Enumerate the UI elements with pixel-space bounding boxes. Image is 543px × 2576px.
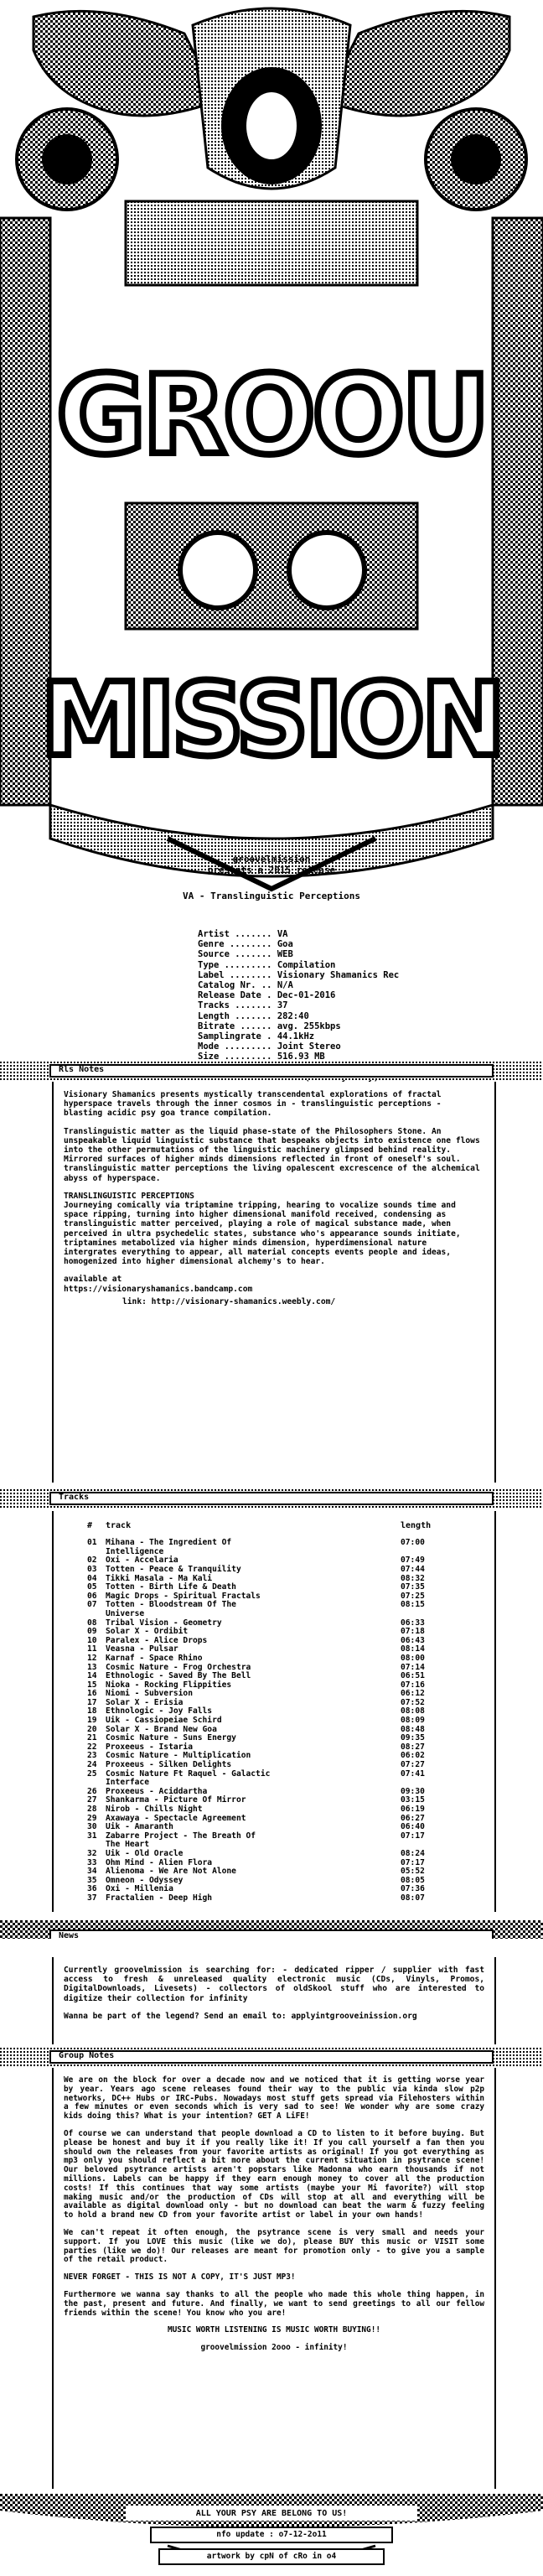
news-paragraph: Currently groovelmission is searching for: - dedicated ripper / supplier with fast access to fresh & unreleased quality electronic music (CDs, Vinyls, Promos, DigitalDownloads, Livesets) - collectors of oldSkool stuff who are interested to digitize their collection for infinity bbox=[64, 1966, 484, 2003]
nfo-update: nfo update : o7-12-2o11 bbox=[216, 2530, 327, 2539]
col-number: # bbox=[87, 1521, 93, 1530]
track-length: 07:00 bbox=[401, 1538, 425, 1548]
track-title: Proxeeus - Aciddartha bbox=[106, 1786, 208, 1796]
track-number: 27 bbox=[87, 1795, 97, 1805]
info-row: Tracks ....... 37 bbox=[198, 1000, 288, 1011]
track-title: Solar X - Brand New Goa bbox=[106, 1724, 217, 1734]
track-length: 07:35 bbox=[401, 1582, 425, 1592]
track-length: 06:33 bbox=[401, 1618, 425, 1628]
track-number: 06 bbox=[87, 1591, 97, 1601]
track-length: 07:17 bbox=[401, 1831, 425, 1841]
presents-line: presents a 2015 release bbox=[207, 865, 336, 875]
track-number: 04 bbox=[87, 1573, 97, 1583]
track-length: 08:15 bbox=[401, 1600, 425, 1610]
info-row: Size ......... 516.93 MB bbox=[198, 1052, 325, 1062]
footer-slogan: ALL YOUR PSY ARE BELONG TO US! bbox=[195, 2509, 348, 2518]
track-length: 07:25 bbox=[401, 1591, 425, 1601]
group-paragraph: Furthermore we wanna say thanks to all the people who made this whole thing happen, in the past, present and future. And finally, we want to send greetings to all our fellow friends within the scene! You know who you are! bbox=[64, 2289, 484, 2318]
track-title: Tikki Masala - Ma Kali bbox=[106, 1573, 213, 1583]
track-title: Oxi - Millenia bbox=[106, 1884, 173, 1894]
track-title: Oxi - Accelaria bbox=[106, 1555, 178, 1566]
group-tagline: groovelmission 2ooo - infinity! bbox=[200, 2343, 348, 2353]
track-number: 20 bbox=[87, 1724, 97, 1734]
track-title: Veasna - Pulsar bbox=[106, 1644, 178, 1654]
group-paragraph: We can't repeat it often enough, the psytrance scene is very small and needs your support. If you LOVE this music (like we do), please BUY this music or VISIT some parties (like we do)! Our releases are meant for promotion only - to give you a sample of the retail product. bbox=[64, 2227, 484, 2265]
track-title: Uik - Old Oracle bbox=[106, 1848, 184, 1858]
notes-paragraph: Visionary Shamanics presents mystically transcendental explorations of fractal hyperspace travels through the inner cosmos in - translinguistic perceptions - blasting acidic psy goa trance compilation. bbox=[64, 1090, 442, 1119]
available-label: available at bbox=[64, 1275, 122, 1285]
track-title: Alienoma - We Are Not Alone bbox=[106, 1867, 236, 1877]
track-title: Uik - Cassiopeiae Schird bbox=[106, 1716, 222, 1726]
svg-text:MISSION: MISSION bbox=[40, 662, 503, 779]
info-row: Type ......... Compilation bbox=[198, 959, 336, 970]
track-length: 07:36 bbox=[401, 1884, 425, 1894]
group-notes-heading: Group Notes bbox=[59, 2051, 115, 2060]
track-number: 12 bbox=[87, 1653, 97, 1663]
track-title: Cosmic Nature Ft Raquel - Galactic Interface bbox=[106, 1768, 271, 1788]
track-title: Nirob - Chills Night bbox=[106, 1805, 203, 1815]
track-number: 24 bbox=[87, 1760, 97, 1770]
track-row bbox=[64, 1539, 484, 1556]
track-number: 33 bbox=[87, 1857, 97, 1867]
track-title: Mihana - The Ingredient Of Intelligence bbox=[106, 1538, 232, 1556]
col-length: length bbox=[401, 1521, 432, 1530]
track-length: 08:00 bbox=[401, 1653, 425, 1663]
track-title: Proxeeus - Silken Delights bbox=[106, 1760, 232, 1770]
website-link[interactable]: link: http://visionary-shamanics.weebly.com/ bbox=[122, 1296, 336, 1306]
track-number: 15 bbox=[87, 1680, 97, 1690]
info-row: Release Date . Dec-01-2016 bbox=[198, 990, 336, 1001]
track-number: 21 bbox=[87, 1733, 97, 1743]
track-length: 07:14 bbox=[401, 1662, 425, 1672]
info-row: Length ....... 282:40 bbox=[198, 1010, 309, 1021]
svg-text:GROOU: GROOU bbox=[56, 351, 487, 479]
track-title: Totten - Birth Life & Death bbox=[106, 1582, 236, 1592]
track-number: 25 bbox=[87, 1768, 97, 1779]
track-title: Ethnologic - Saved By The Bell bbox=[106, 1671, 251, 1681]
track-title: Omneon - Odyssey bbox=[106, 1875, 184, 1885]
tracks-heading: Tracks bbox=[59, 1493, 90, 1502]
track-title: Niomi - Subversion bbox=[106, 1689, 193, 1699]
info-row: Source ....... WEB bbox=[198, 949, 293, 960]
track-title: Cosmic Nature - Multiplication bbox=[106, 1751, 251, 1761]
track-row bbox=[64, 1850, 484, 1859]
track-length: 07:44 bbox=[401, 1564, 425, 1574]
track-title: Totten - Peace & Tranquility bbox=[106, 1564, 241, 1574]
track-row bbox=[64, 1654, 484, 1664]
track-title: Proxeeus - Istaria bbox=[106, 1742, 193, 1752]
release-title: VA - Translinguistic Perceptions bbox=[183, 891, 360, 901]
ascii-art-logo bbox=[0, 0, 543, 914]
tracklist-box bbox=[52, 1511, 496, 1912]
info-row: Catalog Nr. .. N/A bbox=[198, 980, 293, 991]
track-title: Tribal Vision - Geometry bbox=[106, 1618, 222, 1628]
track-length: 03:15 bbox=[401, 1795, 425, 1805]
track-number: 26 bbox=[87, 1786, 97, 1796]
track-length: 07:18 bbox=[401, 1627, 425, 1637]
tracks-header bbox=[0, 1486, 543, 1509]
track-title: Paralex - Alice Drops bbox=[106, 1635, 208, 1645]
track-row bbox=[64, 1832, 484, 1850]
track-length: 06:12 bbox=[401, 1689, 425, 1699]
track-length: 07:27 bbox=[401, 1760, 425, 1770]
track-length: 07:49 bbox=[401, 1555, 425, 1566]
group-notes-header bbox=[0, 2044, 543, 2068]
track-length: 08:48 bbox=[401, 1724, 425, 1734]
track-title: Solar X - Ordibit bbox=[106, 1627, 189, 1637]
track-number: 05 bbox=[87, 1582, 97, 1592]
rls-notes-heading: Rls Notes bbox=[59, 1065, 105, 1074]
track-title: Cosmic Nature - Frog Orchestra bbox=[106, 1662, 251, 1672]
notes-subheading: TRANSLINGUISTIC PERCEPTIONS bbox=[64, 1191, 194, 1201]
track-title: Uik - Amaranth bbox=[106, 1822, 173, 1832]
track-length: 06:19 bbox=[401, 1805, 425, 1815]
track-number: 13 bbox=[87, 1662, 97, 1672]
track-length: 06:27 bbox=[401, 1813, 425, 1823]
track-length: 08:08 bbox=[401, 1706, 425, 1716]
track-number: 08 bbox=[87, 1618, 97, 1628]
group-paragraph: NEVER FORGET - THIS IS NOT A COPY, IT'S JUST MP3! bbox=[64, 2272, 296, 2283]
track-number: 07 bbox=[87, 1600, 97, 1610]
track-length: 06:02 bbox=[401, 1751, 425, 1761]
news-box bbox=[52, 1957, 496, 2044]
track-length: 06:43 bbox=[401, 1635, 425, 1645]
news-heading: News bbox=[59, 1931, 80, 1940]
info-row: Mode ......... Joint Stereo bbox=[198, 1041, 341, 1052]
track-number: 28 bbox=[87, 1805, 97, 1815]
tracklist bbox=[64, 1539, 484, 1903]
group-notes-box bbox=[52, 2068, 496, 2489]
track-number: 03 bbox=[87, 1564, 97, 1574]
bandcamp-link[interactable]: https://visionaryshamanics.bandcamp.com bbox=[64, 1284, 253, 1294]
track-length: 06:40 bbox=[401, 1822, 425, 1832]
track-number: 17 bbox=[87, 1697, 97, 1707]
track-length: 08:24 bbox=[401, 1848, 425, 1858]
track-number: 09 bbox=[87, 1627, 97, 1637]
group-slogan: MUSIC WORTH LISTENING IS MUSIC WORTH BUYING!! bbox=[168, 2325, 380, 2335]
track-number: 36 bbox=[87, 1884, 97, 1894]
track-number: 35 bbox=[87, 1875, 97, 1885]
track-title: Nioka - Rocking Flippities bbox=[106, 1680, 232, 1690]
track-title: Axawaya - Spectacle Agreement bbox=[106, 1813, 246, 1823]
track-number: 31 bbox=[87, 1831, 97, 1841]
groove-mission-logo-art bbox=[0, 0, 543, 914]
track-number: 23 bbox=[87, 1751, 97, 1761]
track-number: 16 bbox=[87, 1689, 97, 1699]
track-length: 08:07 bbox=[401, 1893, 425, 1903]
notes-paragraph: Translinguistic matter as the liquid phase-state of the Philosophers Stone. An unspeakable liquid linguistic substance that bespeaks objects into existence one flows into the other permutations of the linguistic machinery glimpsed behind reality. Mirrored surfaces of higher minds dimensions reflected in front of oneself's soul. translinguistic matter perceptions the living opalescent excrescence of the alchemical abyss of hyperspace. bbox=[64, 1126, 480, 1183]
track-number: 02 bbox=[87, 1555, 97, 1566]
track-title: Karnaf - Space Rhino bbox=[106, 1653, 203, 1663]
track-number: 10 bbox=[87, 1635, 97, 1645]
track-length: 07:52 bbox=[401, 1697, 425, 1707]
info-row: Genre ........ Goa bbox=[198, 939, 293, 950]
track-number: 37 bbox=[87, 1893, 97, 1903]
track-length: 09:35 bbox=[401, 1733, 425, 1743]
track-length: 07:41 bbox=[401, 1768, 425, 1779]
track-row bbox=[64, 1566, 484, 1575]
track-number: 30 bbox=[87, 1822, 97, 1832]
rls-notes-box bbox=[52, 1082, 496, 1483]
track-length: 08:14 bbox=[401, 1644, 425, 1654]
track-length: 07:16 bbox=[401, 1680, 425, 1690]
news-header bbox=[0, 1924, 543, 1948]
track-row bbox=[64, 1601, 484, 1618]
track-title: Magic Drops - Spiritual Fractals bbox=[106, 1591, 261, 1601]
track-length: 08:27 bbox=[401, 1742, 425, 1752]
track-length: 07:17 bbox=[401, 1857, 425, 1867]
track-number: 01 bbox=[87, 1538, 97, 1548]
track-title: Ethnologic - Joy Falls bbox=[106, 1706, 213, 1716]
track-length: 08:32 bbox=[401, 1573, 425, 1583]
track-length: 06:51 bbox=[401, 1671, 425, 1681]
track-number: 14 bbox=[87, 1671, 97, 1681]
track-title: Solar X - Erisia bbox=[106, 1697, 184, 1707]
track-length: 08:09 bbox=[401, 1716, 425, 1726]
track-length: 08:05 bbox=[401, 1875, 425, 1885]
track-title: Totten - Bloodstream Of The Universe bbox=[106, 1600, 236, 1618]
track-row bbox=[64, 1770, 484, 1788]
news-paragraph: Wanna be part of the legend? Send an email to: applyintgrooveinission.org bbox=[64, 2011, 417, 2021]
track-number: 29 bbox=[87, 1813, 97, 1823]
rls-notes-header bbox=[0, 1058, 543, 1082]
track-title: Zabarre Project - The Breath Of The Heart bbox=[106, 1831, 256, 1850]
track-length: 05:52 bbox=[401, 1867, 425, 1877]
info-row: Samplingrate . 44.1kHz bbox=[198, 1031, 315, 1042]
info-row: Artist ....... VA bbox=[198, 929, 288, 939]
col-track: track bbox=[106, 1521, 132, 1530]
presenter-name: groovelmission bbox=[232, 854, 311, 865]
artwork-credit: artwork by cpN of cRo in o4 bbox=[206, 2552, 337, 2561]
info-row: Bitrate ...... avg. 255kbps bbox=[198, 1021, 341, 1031]
track-number: 18 bbox=[87, 1706, 97, 1716]
track-title: Cosmic Nature - Suns Energy bbox=[106, 1733, 236, 1743]
group-paragraph: Of course we can understand that people download a CD to listen to it before buying. But please be honest and buy it if you really like it! If you call yourself a fan then you should own the releases from your favorite artists as original! If you got everything as mp3 only you should reflect a bit more about the current situation in psytrance scene! Our beloved psytrance artists aren't popstars like Madonna who earn thousands if not millions. Labels can be happy if they earn enough money to cover all the production costs! If this continues that way some artists (maybe your Mi favorite?) will stop making music and/or the production of CDs will stop at all and everything will be available as digital download only - but no download can beat the warm & fuzzy feeling to hold a brand new CD from your favorite artist or label in your own hands! bbox=[64, 2128, 484, 2220]
track-length: 09:30 bbox=[401, 1786, 425, 1796]
track-row bbox=[64, 1894, 484, 1903]
track-number: 19 bbox=[87, 1716, 97, 1726]
notes-paragraph: Journeying comically via triptamine tripping, hearing to vocalize sounds time and space ripping, turning into higher dimensional manifold received, condensing as translinguistic matter perceived, playing a role of magical substance made, when perceived in ultra psychedelic states, substance who's appearance sounds initiate, triptamines metabolized via higher minds dimension, hyperdimensional nature intergrates everything to appear, all material concepts events people and ideas, homogenized into higher dimensional alchemy's to hear. bbox=[64, 1201, 461, 1267]
track-title: Shankarma - Picture Of Mirror bbox=[106, 1795, 246, 1805]
group-paragraph: We are on the block for over a decade now and we noticed that it is getting worse year by year. Years ago scene releases found their way to the public via kinda slow p2p networks, DC++ Hubs or IRC-Pubs. Nowadays most stuff gets spread via Filehosters within a few minutes or even seconds which is very sad to see! We wonder why are some crazy kids doing this? What is your intention? GET A LiFE! bbox=[64, 2075, 484, 2122]
track-number: 34 bbox=[87, 1867, 97, 1877]
info-row: Label ........ Visionary Shamanics Rec bbox=[198, 969, 400, 980]
track-title: Fractalien - Deep High bbox=[106, 1893, 213, 1903]
track-number: 11 bbox=[87, 1644, 97, 1654]
track-number: 22 bbox=[87, 1742, 97, 1752]
tracklist-header-row bbox=[64, 1521, 484, 1530]
track-number: 32 bbox=[87, 1848, 97, 1858]
track-title: Ohm Mind - Alien Flora bbox=[106, 1857, 213, 1867]
